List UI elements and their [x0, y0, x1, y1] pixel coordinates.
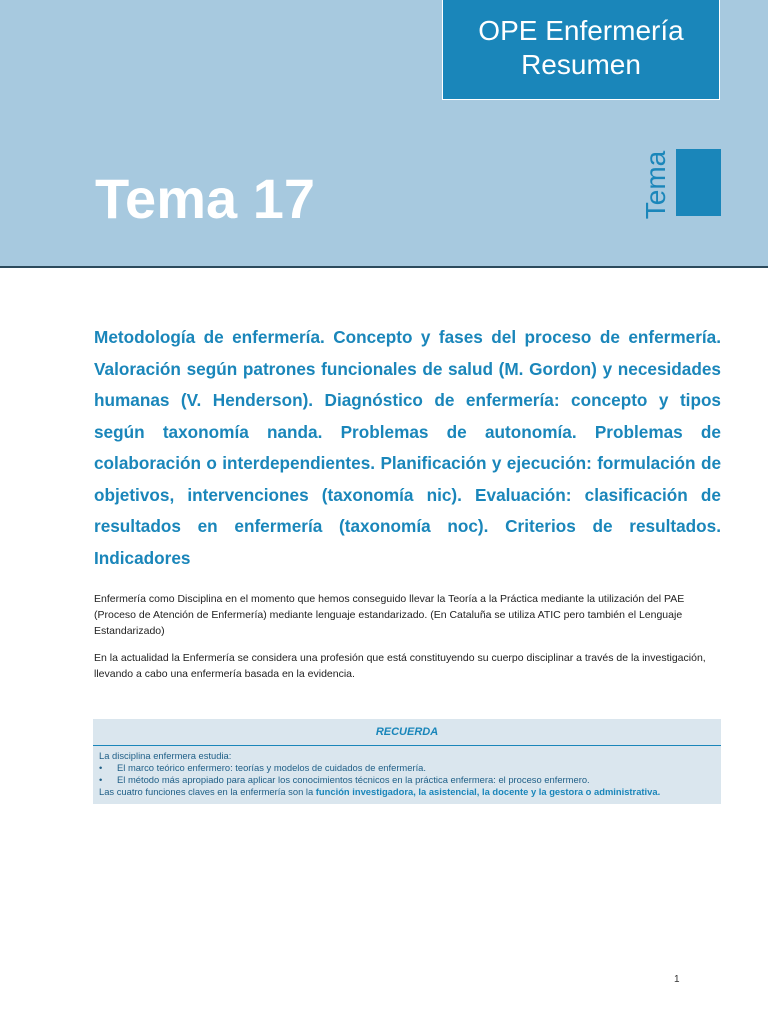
- page-number: 1: [674, 974, 680, 985]
- callout-closing-highlight: función investigadora, la asistencial, la docente y la gestora o administrativa.: [315, 786, 661, 797]
- callout-closing: [99, 786, 715, 798]
- topic-summary: Metodología de enfermería. Concepto y fases del proceso de enfermería. Valoración según patrones funcionales de salud (M. Gordon) y necesidades humanas (V. Henderson). Diagnóstico de enfermería: concepto y tipos según taxonomía nanda. Problemas de autonomía. Problemas de colaboración o interdependientes. Planificación y ejecución: formulación de objetivos, intervenciones (taxonomía nic). Evaluación: clasificación de resultados en enfermería (taxonomía noc). Criterios de resultados. Indicadores: [94, 327, 721, 568]
- brand-box: [442, 0, 720, 100]
- callout-list-item: [99, 774, 715, 786]
- tema-accent-square: [676, 149, 721, 216]
- page-title: Tema 17: [95, 167, 315, 230]
- tema-vertical-text: Tema: [640, 150, 671, 220]
- body-paragraph-2: En la actualidad la Enfermería se considera una profesión que está constituyendo su cuerpo disciplinar a través de la investigación, llevando a cabo una enfermería basada en la evidencia.: [94, 652, 706, 680]
- body-paragraph-1: Enfermería como Disciplina en el momento que hemos conseguido llevar la Teoría a la Práctica mediante la utilización del PAE (Proceso de Atención de Enfermería) mediante lenguaje estandarizado. (En Cataluña se utiliza ATIC pero también el Lenguaje Estandarizado): [94, 593, 685, 637]
- callout-list-item: [99, 762, 715, 774]
- brand-line-2: Resumen: [521, 49, 641, 80]
- recuerda-callout: [93, 719, 721, 804]
- brand-line-1: OPE Enfermería: [478, 15, 684, 46]
- header-band: [0, 0, 768, 268]
- callout-item-text: El método más apropiado para aplicar los conocimientos técnicos en la práctica enfermera: el proceso enfermero.: [117, 774, 590, 785]
- callout-closing-prefix: Las cuatro funciones claves en la enfermería son la: [99, 786, 316, 797]
- callout-title: RECUERDA: [93, 719, 721, 746]
- bullet-icon: •: [99, 774, 103, 785]
- callout-body: [93, 746, 721, 804]
- bullet-icon: •: [99, 762, 103, 773]
- callout-item-text: El marco teórico enfermero: teorías y modelos de cuidados de enfermería.: [117, 762, 427, 773]
- callout-intro: La disciplina enfermera estudia:: [99, 750, 232, 761]
- tema-vertical-label: [636, 145, 676, 225]
